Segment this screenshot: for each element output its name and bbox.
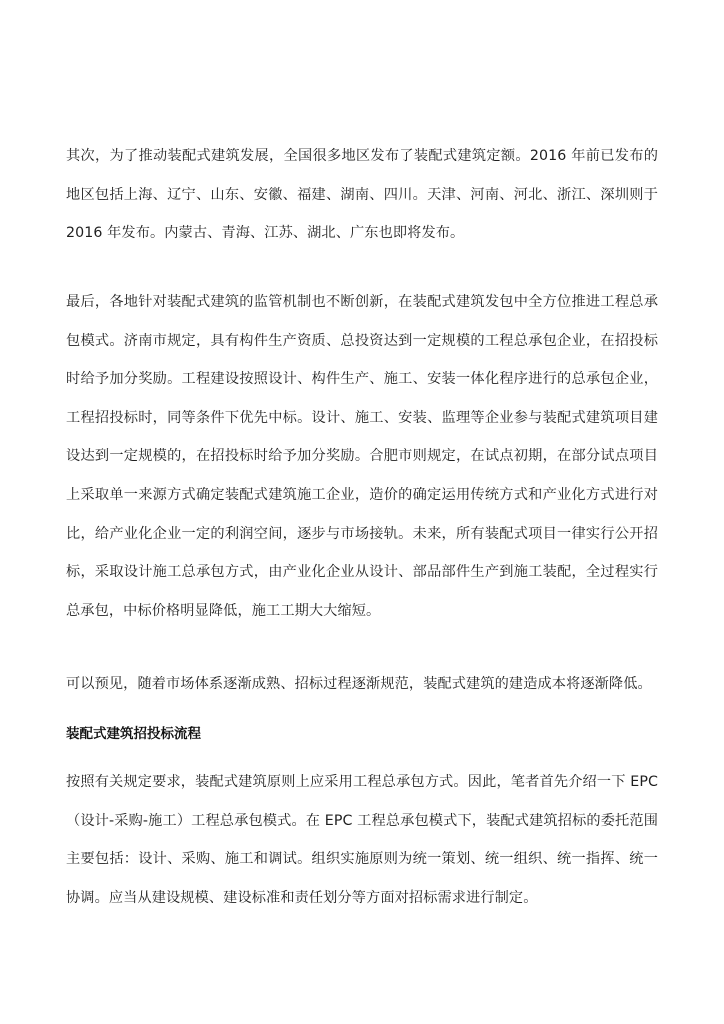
paragraph-epc-process: 按照有关规定要求，装配式建筑原则上应采用工程总承包方式。因此，笔者首先介绍一下 EPC（设计-采购-施工）工程总承包模式。在 EPC 工程总承包模式下，装配式建筑招标的委托范围主要包括：设计、采购、施工和调试。组织实施原则为统一策划、统一组织、统一指挥、统一协调。应当从建设规模、建设标准和责任划分等方面对招标需求进行制定。 <box>66 774 658 906</box>
section-heading: 装配式建筑招投标流程 <box>66 726 201 742</box>
paragraph-supervision-mechanism: 最后，各地针对装配式建筑的监管机制也不断创新，在装配式建筑发包中全方位推进工程总承包模式。济南市规定，具有构件生产资质、总投资达到一定规模的工程总承包企业，在招投标时给予加分奖励。工程建设按照设计、构件生产、施工、安装一体化程序进行的总承包企业，工程招投标时，同等条件下优先中标。设计、施工、安装、监理等企业参与装配式建筑项目建设达到一定规模的，在招投标时给予加分奖励。合肥市则规定，在试点初期，在部分试点项目上采取单一来源方式确定装配式建筑施工企业，造价的确定运用传统方式和产业化方式进行对比，给产业化企业一定的利润空间，逐步与市场接轨。未来，所有装配式项目一律实行公开招标，采取设计施工总承包方式，由产业化企业从设计、部品部件生产到施工装配，全过程实行总承包，中标价格明显降低，施工工期大大缩短。 <box>66 294 658 619</box>
paragraph-regional-quotas: 其次，为了推动装配式建筑发展，全国很多地区发布了装配式建筑定额。2016 年前已发布的地区包括上海、辽宁、山东、安徽、福建、湖南、四川。天津、河南、河北、浙江、深圳则于 2016 年发布。内蒙古、青海、江苏、湖北、广东也即将发布。 <box>66 148 658 242</box>
paragraph-cost-outlook: 可以预见，随着市场体系逐渐成熟、招标过程逐渐规范，装配式建筑的建造成本将逐渐降低。 <box>66 676 652 692</box>
